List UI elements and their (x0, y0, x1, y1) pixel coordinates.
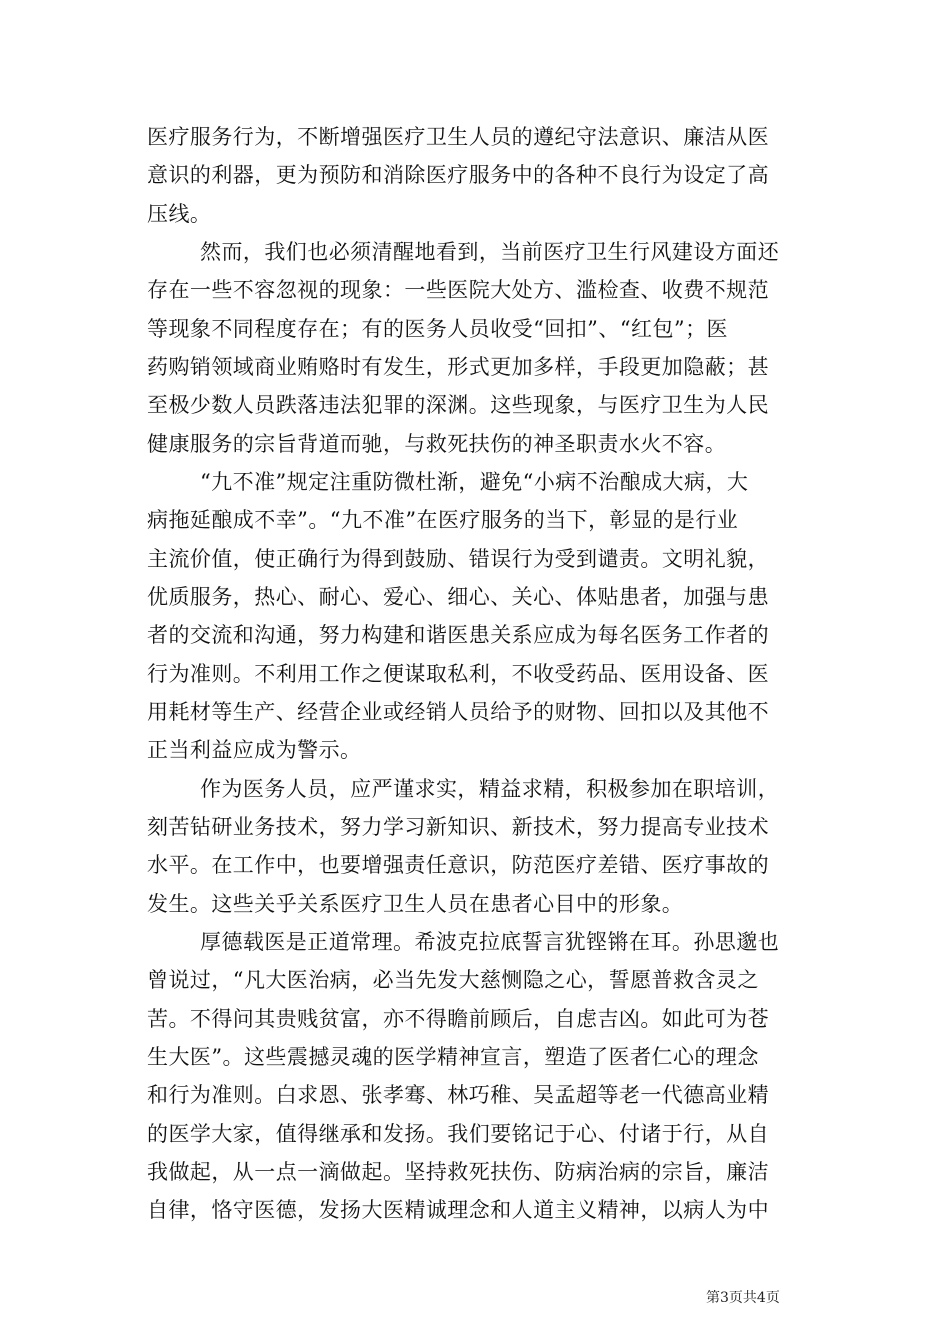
paragraph-first-line: “九不准”规定注重防微杜渐，避免“小病不治酿成大病，大 (200, 470, 749, 494)
paragraph-first-line: 然而，我们也必须清醒地看到，当前医疗卫生行风建设方面还 (200, 240, 780, 264)
paragraph-first-line: 作为医务人员，应严谨求实，精益求精，积极参加在职培训， (200, 777, 780, 801)
text-line: 曾说过，“凡大医治病，必当先发大慈恻隐之心，誓愿普救含灵之 (147, 968, 759, 992)
text-line: 意识的利器，更为预防和消除医疗服务中的各种不良行为设定了高 (147, 163, 770, 187)
text-line: 的医学大家，值得继承和发扬。我们要铭记于心、付诸于行，从自 (147, 1122, 770, 1146)
text-line: 我做起，从一点一滴做起。坚持救死扶伤、防病治病的宗旨，廉洁 (147, 1160, 770, 1184)
text-line: 压线。 (147, 202, 212, 226)
text-line: 至极少数人员跌落违法犯罪的深渊。这些现象，与医疗卫生为人民 (147, 393, 770, 417)
text-line: 主流价值，使正确行为得到鼓励、错误行为受到谴责。文明礼貌， (147, 547, 770, 571)
text-line: 和行为准则。白求恩、张孝骞、林巧稚、吴孟超等老一代德高业精 (147, 1083, 770, 1107)
page-number: 第3页共4页 (706, 1290, 780, 1306)
text-line: 医疗服务行为，不断增强医疗卫生人员的遵纪守法意识、廉洁从医 (147, 125, 770, 149)
text-line: 优质服务，热心、耐心、爱心、细心、关心、体贴患者，加强与患 (147, 585, 770, 609)
text-line: 水平。在工作中，也要增强责任意识，防范医疗差错、医疗事故的 (147, 853, 770, 877)
text-line: 药购销领域商业贿赂时有发生，形式更加多样，手段更加隐蔽；甚 (147, 355, 770, 379)
text-line: 自律，恪守医德，发扬大医精诚理念和人道主义精神，以病人为中 (147, 1198, 770, 1222)
text-line: 发生。这些关乎关系医疗卫生人员在患者心目中的形象。 (147, 892, 684, 916)
text-line: 生大医”。这些震撼灵魂的医学精神宣言，塑造了医者仁心的理念 (147, 1045, 759, 1069)
paragraph-first-line: 厚德载医是正道常理。希波克拉底誓言犹铿锵在耳。孙思邈也 (200, 930, 780, 954)
text-line: 正当利益应成为警示。 (147, 738, 362, 762)
text-line: 存在一些不容忽视的现象：一些医院大处方、滥检查、收费不规范 (147, 278, 770, 302)
text-line: 用耗材等生产、经营企业或经销人员给予的财物、回扣以及其他不 (147, 700, 770, 724)
text-line: 苦。不得问其贵贱贫富，亦不得瞻前顾后，自虑吉凶。如此可为苍 (147, 1007, 770, 1031)
text-line: 病拖延酿成不幸”。“九不准”在医疗服务的当下，彰显的是行业 (147, 508, 739, 532)
text-line: 刻苦钻研业务技术，努力学习新知识、新技术，努力提高专业技术 (147, 815, 770, 839)
text-line: 等现象不同程度存在；有的医务人员收受“回扣”、“红包”；医 (147, 317, 728, 341)
text-line: 健康服务的宗旨背道而驰，与救死扶伤的神圣职责水火不容。 (147, 432, 727, 456)
text-line: 行为准则。不利用工作之便谋取私利，不收受药品、医用设备、医 (147, 662, 770, 686)
text-line: 者的交流和沟通，努力构建和谐医患关系应成为每名医务工作者的 (147, 623, 770, 647)
